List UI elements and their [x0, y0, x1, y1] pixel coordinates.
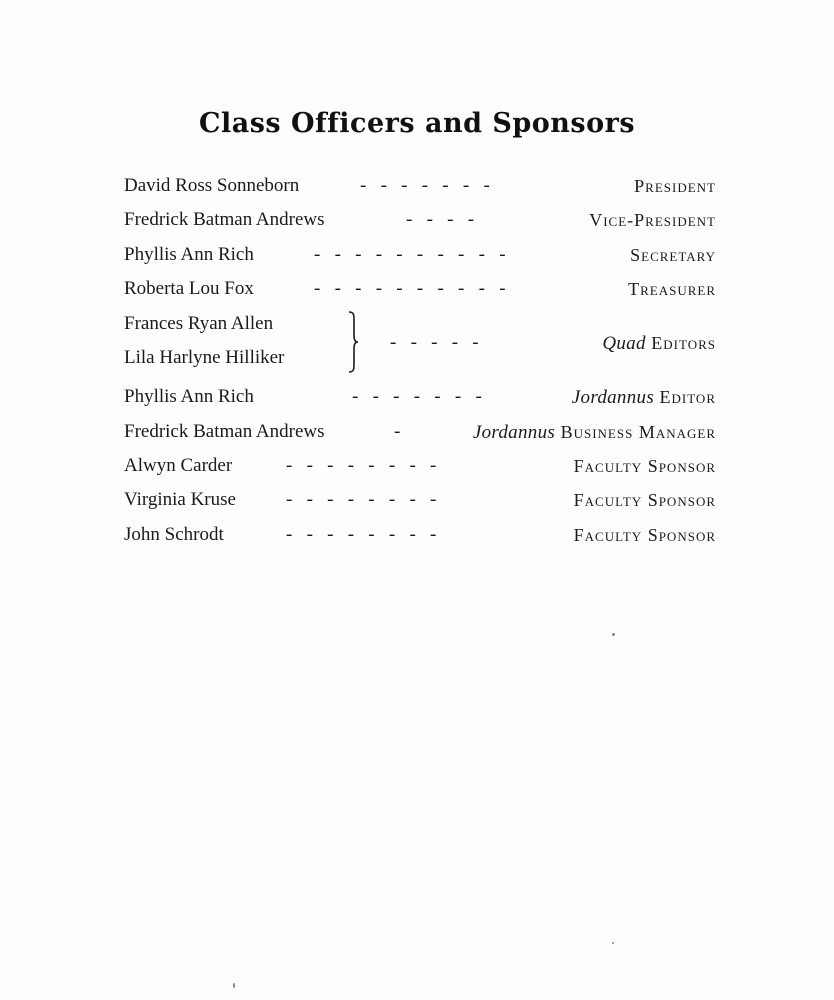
leader-dashes: - - - - — [406, 209, 475, 230]
officer-role — [630, 243, 716, 267]
publication-name: Quad — [602, 333, 646, 354]
officer-name: Phyllis Ann Rich — [124, 244, 254, 265]
sponsor-role — [574, 488, 716, 512]
publication-name: Jordannus — [571, 387, 655, 408]
sponsor-name: Virginia Kruse — [124, 489, 236, 510]
leader-dashes: - - - - - - - — [352, 386, 482, 407]
sponsor-row-carder — [124, 454, 716, 478]
officer-row-secretary — [124, 243, 716, 267]
scan-speck — [612, 633, 615, 636]
officer-role — [634, 174, 716, 198]
officer-row-president — [124, 174, 716, 198]
officer-row-vice-president — [124, 208, 716, 232]
sponsor-row-schrodt — [124, 523, 716, 547]
officer-name: Fredrick Batman Andrews — [124, 209, 325, 230]
staff-row-business-manager — [124, 420, 716, 444]
sponsor-role — [574, 454, 716, 478]
staff-name: Fredrick Batman Andrews — [124, 421, 325, 442]
editor-name: Lila Harlyne Hilliker — [124, 347, 285, 368]
sponsor-name: Alwyn Carder — [124, 455, 233, 476]
leader-dashes: - - - - - - - - - - — [314, 244, 506, 265]
leader-dashes: - — [394, 421, 401, 442]
staff-role — [572, 385, 716, 410]
leader-dashes: - - - - - - - - - - — [314, 278, 506, 299]
publication-name: Jordannus — [472, 422, 556, 443]
scan-speck — [233, 983, 235, 988]
role-label: Editors — [651, 333, 716, 353]
role-label: Treasurer — [628, 279, 716, 299]
staff-name: Phyllis Ann Rich — [124, 386, 254, 407]
role-label: Business Manager — [560, 422, 716, 442]
officer-row-treasurer — [124, 277, 716, 301]
officer-name: David Ross Sonneborn — [124, 175, 300, 196]
staff-role — [473, 420, 716, 445]
role-label: Vice-President — [589, 210, 716, 230]
leader-dashes: - - - - - - - - — [286, 524, 437, 545]
officer-name: Roberta Lou Fox — [124, 278, 254, 299]
leader-dashes: - - - - - — [390, 332, 479, 353]
role-label: Secretary — [630, 245, 716, 265]
officer-role — [628, 277, 716, 301]
role-label: Editor — [659, 387, 716, 407]
quad-editors-role — [602, 331, 716, 356]
right-brace-icon — [346, 311, 360, 373]
role-label: President — [634, 176, 716, 196]
role-label: Faculty Sponsor — [573, 490, 716, 510]
sponsor-name: John Schrodt — [124, 524, 224, 545]
role-label: Faculty Sponsor — [573, 456, 716, 476]
staff-row-jordannus-editor — [124, 385, 716, 409]
leader-dashes: - - - - - - - - — [286, 489, 437, 510]
page-title: Class Officers and Sponsors — [198, 108, 636, 139]
editor-name: Frances Ryan Allen — [124, 313, 274, 334]
role-label: Faculty Sponsor — [573, 525, 716, 545]
scan-speck — [612, 942, 614, 944]
sponsor-role — [574, 523, 716, 547]
officer-role — [589, 208, 716, 232]
leader-dashes: - - - - - - - - — [286, 455, 437, 476]
sponsor-row-kruse — [124, 488, 716, 512]
leader-dashes: - - - - - - - — [360, 175, 490, 196]
